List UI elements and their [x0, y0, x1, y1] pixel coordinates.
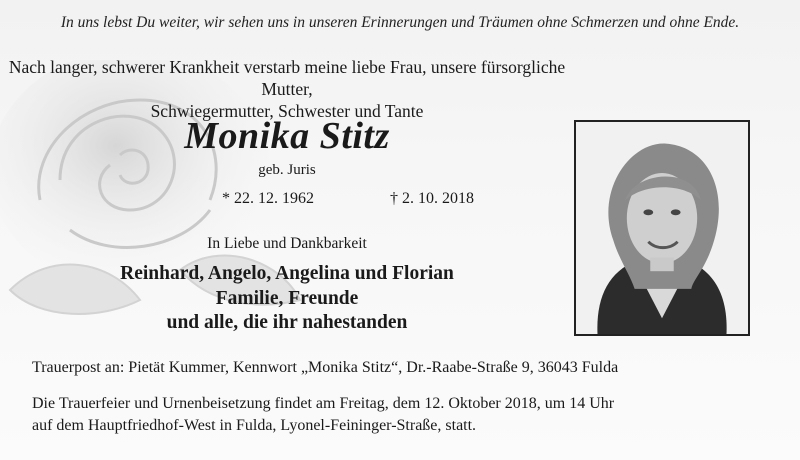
birth-date-group [222, 190, 314, 208]
condolence-address: Trauerpost an: Pietät Kummer, Kennwort „Monika Stitz“, Dr.-Raabe-Straße 9, 36043 Fulda [32, 359, 619, 376]
birth-icon: * [222, 190, 230, 207]
birth-date: 22. 12. 1962 [234, 190, 314, 207]
intro-line: Nach langer, schwerer Krankheit verstarb meine liebe Frau, unsere fürsorgliche Mutter, [8, 57, 566, 99]
maiden-name: geb. Juris [258, 162, 316, 178]
mourner-line: Familie, Freunde [215, 287, 359, 309]
portrait-photo [574, 120, 750, 336]
intro-line: Schwiegermutter, Schwester und Tante [150, 101, 424, 121]
death-date: 2. 10. 2018 [402, 190, 474, 207]
dedication: In Liebe und Dankbarkeit [207, 235, 367, 252]
ceremony-line: Die Trauerfeier und Urnenbeisetzung findet am Freitag, dem 12. Oktober 2018, um 14 Uhr [32, 395, 615, 412]
death-date-group [390, 190, 474, 208]
motto: In uns lebst Du weiter, wir sehen uns in unseren Erinnerungen und Träumen ohne Schmerzen und ohne Ende. [60, 14, 740, 31]
intro-text [0, 56, 574, 122]
deceased-name: Monika Stitz [184, 115, 390, 157]
cross-icon: † [390, 190, 398, 207]
ceremony-line: auf dem Hauptfriedhof-West in Fulda, Lyonel-Feininger-Straße, statt. [32, 417, 477, 434]
mourner-line: und alle, die ihr nahestanden [166, 312, 408, 333]
ceremony-info [32, 393, 614, 437]
mourners [0, 262, 574, 336]
portrait-icon [576, 122, 748, 334]
mourner-line: Reinhard, Angelo, Angelina und Florian [120, 263, 454, 284]
